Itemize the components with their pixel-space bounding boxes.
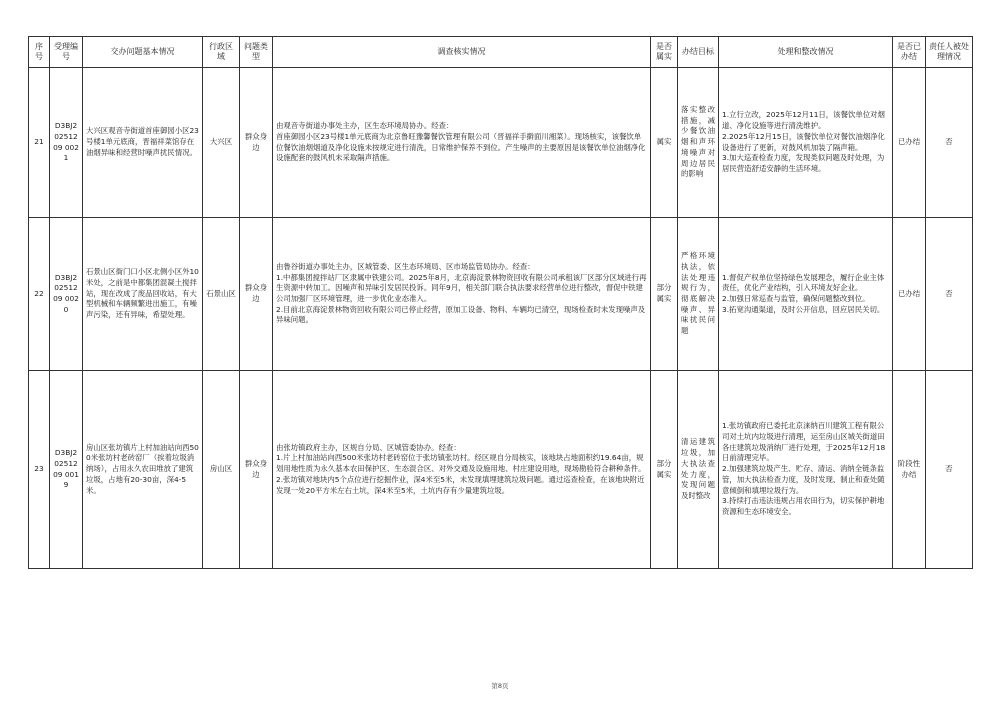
cell-type: 群众身边 (240, 371, 273, 569)
table-row (29, 218, 973, 371)
handling-line: 3.持续打击违法违规占用农田行为，切实保护耕地资源和生态环境安全。 (722, 496, 885, 517)
investigation-line: 1.片上村加油站向西500米张坊村老砖窑位于张坊镇张坊村。经区规自分局核实，该地块占地面积约19.64亩，规划用地性质为永久基本农田保护区、生态混合区、对外交通及设施用地、村庄建设用地，现场勘验符合耕种条件。 (276, 453, 646, 474)
handling-line: 2.加强日常巡查与监管，确保问题整改到位。 (722, 294, 870, 303)
header-seq: 序号 (29, 37, 50, 68)
cell-accept-no: D3BJ20251209 0020 (50, 218, 83, 371)
cell-verified: 部分属实 (651, 371, 678, 569)
cell-district: 大兴区 (203, 68, 240, 218)
investigation-line: 由观音寺街道办事处主办，区生态环境局协办。经查： (276, 121, 454, 131)
cell-goal: 严格环境执法，依法处理违规行为，彻底解决噪声、异味扰民问题 (678, 218, 719, 371)
cell-closed: 已办结 (893, 68, 926, 218)
handling-line: 2.2025年12月15日，该餐饮单位对餐饮油烟净化设备进行了更新，对鼓风机加装了隔声箱。 (722, 131, 885, 152)
cell-handling (719, 68, 893, 218)
investigation-line: 1.中都集团搅拌站厂区隶属中铁建公司。2025年8月，北京海淀景林物资回收有限公司承租该厂区部分区域进行再生资源中转加工。因噪声和异味引发居民投诉。同年9月，相关部门联合执法要求经营单位进行整改，督促中铁建公司加强厂区环境管理，进一步优化业态准入。 (276, 272, 647, 303)
investigation-line: 由张坊镇政府主办，区规自分局、区城管委协办。经查： (276, 442, 461, 452)
header-accept-no: 受理编号 (50, 37, 83, 68)
cell-accountability: 否 (926, 371, 973, 569)
cell-type: 群众身边 (240, 218, 273, 371)
cell-seq: 21 (29, 68, 50, 218)
handling-line: 1.立行立改，2025年12月11日，该餐饮单位对烟道、净化设施等进行清洗维护。 (722, 110, 885, 131)
investigation-line: 2.张坊镇对地块内5个点位进行挖掘作业，深4米至5米，未发现填埋建筑垃圾问题。通过巡查检查，在该地块附近发现一处20平方米左右土坑，深4米至5米，土坑内存有少量建筑垃圾。 (276, 474, 645, 495)
header-verified: 是否属实 (651, 37, 678, 68)
header-investigation: 调查核实情况 (273, 37, 651, 68)
handling-line: 1.督促产权单位坚持绿色发展理念，履行企业主体责任，优化产业结构，引入环境友好企业。 (722, 272, 885, 293)
cell-verified: 属实 (651, 68, 678, 218)
header-row (29, 37, 973, 68)
cell-district: 房山区 (203, 371, 240, 569)
cell-closed: 阶段性办结 (893, 371, 926, 569)
header-issue: 交办问题基本情况 (83, 37, 203, 68)
handling-line: 3.拓宽沟通渠道，及时公开信息，回应居民关切。 (722, 304, 885, 314)
header-goal: 办结目标 (678, 37, 719, 68)
cell-handling (719, 218, 893, 371)
cell-closed: 已办结 (893, 218, 926, 371)
cell-type: 群众身边 (240, 68, 273, 218)
cell-handling (719, 371, 893, 569)
investigation-line: 由鲁谷街道办事处主办，区城管委、区生态环境局、区市场监管局协办。经查： (276, 261, 535, 271)
header-district: 行政区域 (203, 37, 240, 68)
handling-line: 1.张坊镇政府已委托北京涞纳百川建筑工程有限公司对土坑内垃圾进行清理，运至房山区城关街道田各庄建筑垃圾消纳厂进行处理，于2025年12月18日前清理完毕。 (722, 421, 886, 463)
table-row (29, 68, 973, 218)
cell-accountability: 否 (926, 218, 973, 371)
cell-accept-no: D3BJ20251209 0021 (50, 68, 83, 218)
header-type: 问题类型 (240, 37, 273, 68)
cell-district: 石景山区 (203, 218, 240, 371)
investigation-line: 首座御园小区23号楼1单元底商为北京鲁旺豫馨餐饮管理有限公司（晋福祥手擀面川湘菜）。现场核实，该餐饮单位餐饮油烟烟道及净化设施未按规定进行清洗，日常维护保养不到位。产生噪声的主要原因是该餐饮单位油烟净化设施配套的鼓风机未采取隔声措施。 (276, 131, 646, 163)
page-number: 第8页 (491, 682, 509, 690)
header-closed: 是否已办结 (893, 37, 926, 68)
report-table (28, 36, 973, 569)
cell-seq: 22 (29, 218, 50, 371)
cell-accept-no: D3BJ20251209 0019 (50, 371, 83, 569)
cell-goal: 落实整改措施，减少餐饮油烟和声环境噪声对周边居民的影响 (678, 68, 719, 218)
table-row (29, 371, 973, 569)
cell-investigation (273, 371, 651, 569)
cell-issue: 大兴区观音寺街道首座御园小区23号楼1单元底商，晋福祥菜馆存在油烟异味和经营时噪声扰民情况。 (83, 68, 203, 218)
header-accountability: 责任人被处理情况 (926, 37, 973, 68)
cell-verified: 部分属实 (651, 218, 678, 371)
cell-accountability: 否 (926, 68, 973, 218)
header-handling: 处理和整改情况 (719, 37, 893, 68)
cell-issue: 石景山区衙门口小区北侧小区外10米处，之前是中都集团混凝土搅拌站，现在改成了废品回收站，有大型机械和车辆频繁进出施工，有噪声污染，还有异味，希望处理。 (83, 218, 203, 371)
handling-line: 3.加大巡查检查力度，发现类似问题及时处理，为居民营造舒适安静的生活环境。 (722, 153, 885, 173)
investigation-line: 2.目前北京海淀景林物资回收有限公司已停止经营，原加工设备、物料、车辆均已清空，现场检查时未发现噪声及异味问题。 (276, 304, 646, 325)
cell-issue: 房山区张坊镇片上村加油站向西500米张坊村老砖窑厂（挨着垃圾消纳场），占用永久农田堆放了建筑垃圾，占地有20-30亩，深4-5米。 (83, 371, 203, 569)
cell-goal: 清运建筑垃圾，加大执法查处力度，发现问题及时整改 (678, 371, 719, 569)
handling-line: 2.加强建筑垃圾产生、贮存、清运、消纳全链条监管，加大执法检查力度，及时发现、制止和查处随意倾倒和填埋垃圾行为。 (722, 464, 885, 495)
cell-seq: 23 (29, 371, 50, 569)
cell-investigation (273, 218, 651, 371)
cell-investigation (273, 68, 651, 218)
